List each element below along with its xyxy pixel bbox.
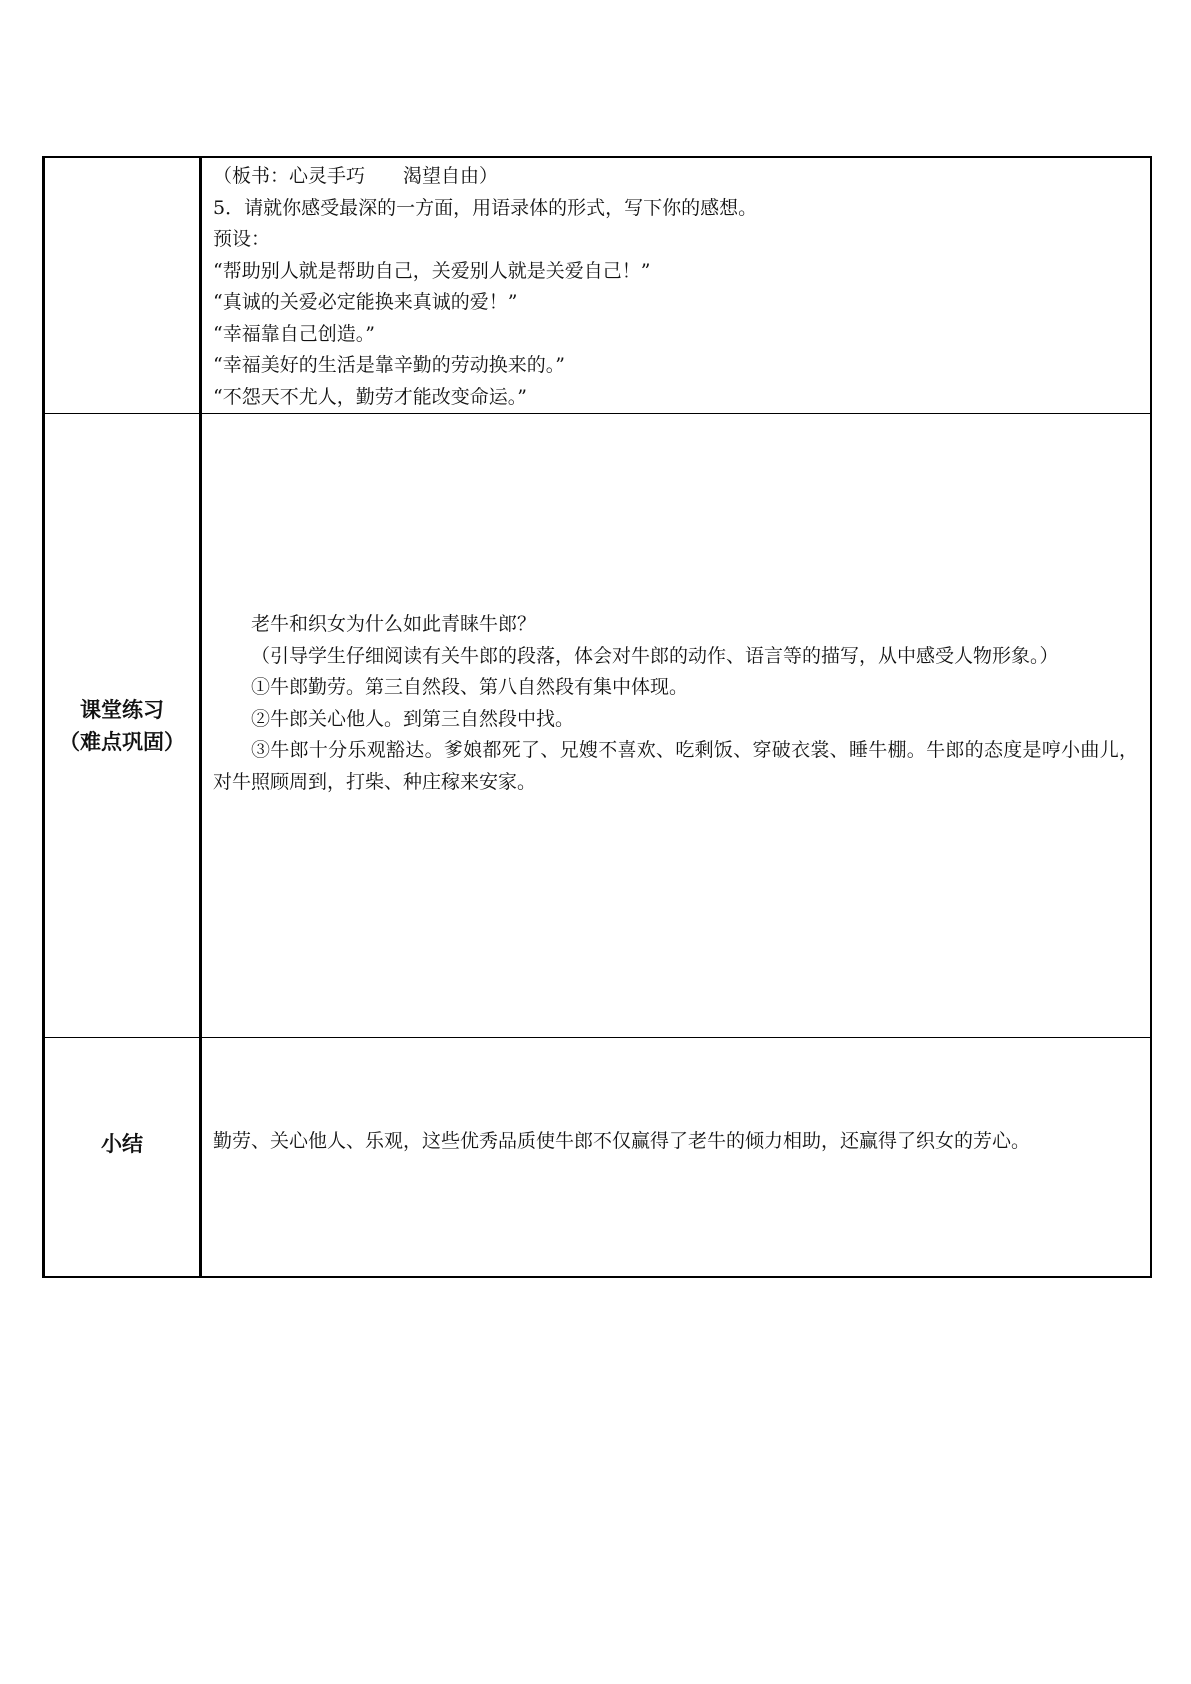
- quote-line: “真诚的关爱必定能换来真诚的爱！”: [213, 291, 518, 313]
- table-row-summary: [44, 1038, 1152, 1278]
- practice-label: 课堂练习: [80, 697, 164, 722]
- empty-label-cell: [44, 157, 201, 414]
- practice-point-3: ③牛郎十分乐观豁达。爹娘都死了、兄嫂不喜欢、吃剩饭、穿破衣裳、睡牛棚。牛郎的态度是哼小曲儿，对牛照顾周到，打柴、种庄稼来安家。: [213, 739, 1138, 793]
- summary-content-cell: [201, 1038, 1152, 1278]
- summary-text: 勤劳、关心他人、乐观，这些优秀品质使牛郎不仅赢得了老牛的倾力相助，还赢得了织女的芳心。: [213, 1130, 1031, 1153]
- quote-line: “不怨天不尤人，勤劳才能改变命运。”: [213, 385, 527, 408]
- practice-label-cell: [44, 414, 201, 1038]
- practice-sublabel: （难点巩固）: [59, 729, 185, 754]
- practice-content-cell: [201, 414, 1152, 1038]
- preset-label: 预设：: [213, 228, 271, 250]
- practice-point-2: ②牛郎关心他人。到第三自然段中找。: [251, 707, 575, 730]
- quote-line: “帮助别人就是帮助自己，关爱别人就是关爱自己！”: [213, 259, 651, 282]
- question-5-line: 5．请就你感受最深的一方面，用语录体的形式，写下你的感想。: [213, 196, 758, 219]
- board-note-line: （板书：心灵手巧 渴望自由）: [213, 165, 499, 187]
- summary-label-cell: [44, 1038, 201, 1278]
- practice-guidance: （引导学生仔细阅读有关牛郎的段落，体会对牛郎的动作、语言等的描写，从中感受人物形象。）: [251, 644, 1059, 667]
- quote-line: “幸福美好的生活是靠辛勤的劳动换来的。”: [213, 354, 565, 376]
- quote-line: “幸福靠自己创造。”: [213, 322, 375, 345]
- lesson-plan-table: [42, 156, 1152, 1278]
- board-notes-cell: [201, 157, 1152, 414]
- summary-label: 小结: [101, 1132, 143, 1156]
- table-row-board-notes: [44, 157, 1152, 414]
- table-row-practice: [44, 414, 1152, 1038]
- practice-point-1: ①牛郎勤劳。第三自然段、第八自然段有集中体现。: [251, 676, 689, 698]
- practice-question: 老牛和织女为什么如此青睐牛郎？: [251, 613, 537, 635]
